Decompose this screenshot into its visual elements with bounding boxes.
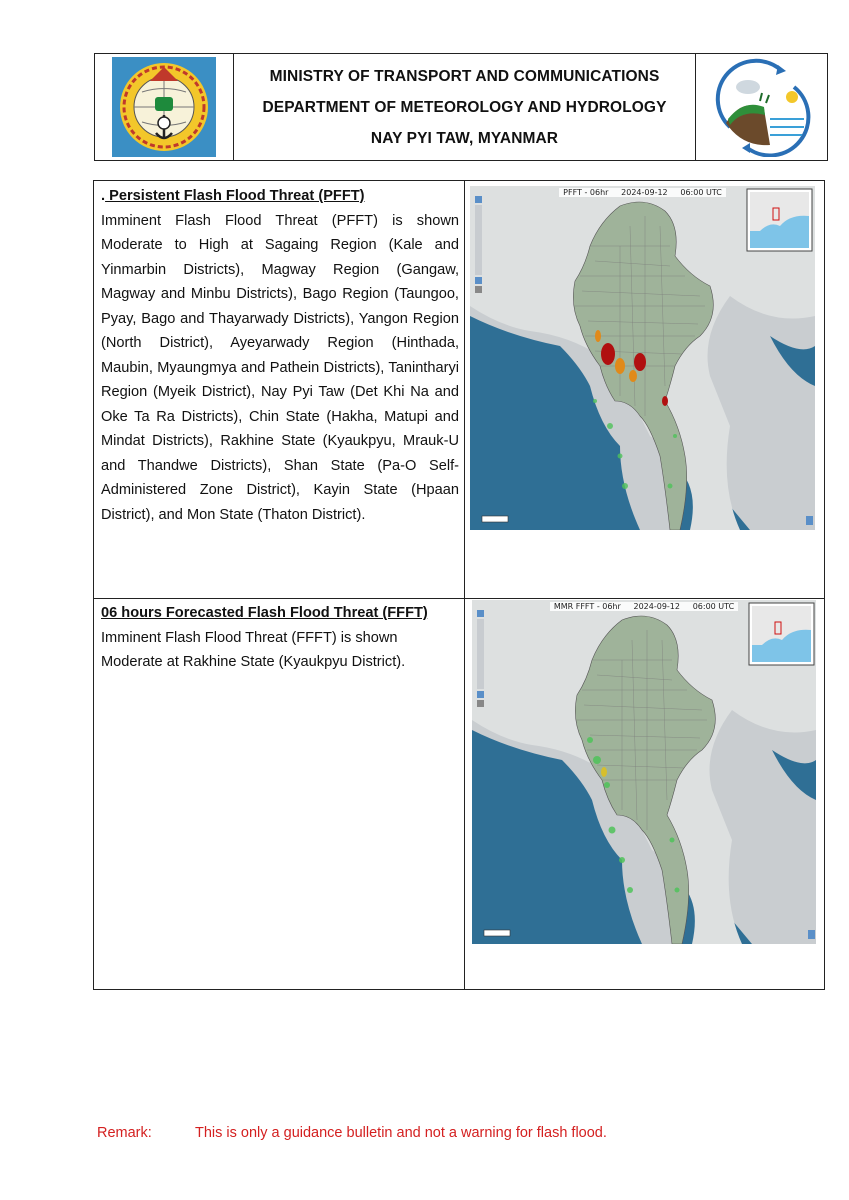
ministry-logo (95, 54, 234, 160)
bulletin-header (94, 53, 828, 161)
ffft-section (101, 601, 459, 675)
bulletin-table (93, 180, 825, 990)
header-line-ministry: MINISTRY OF TRANSPORT AND COMMUNICATIONS (269, 67, 660, 85)
header-line-location: NAY PYI TAW, MYANMAR (370, 129, 559, 147)
department-logo (695, 54, 827, 160)
ffft-map-title: MMR FFFT - 06hr 2024-09-12 06:00 UTC (472, 602, 816, 611)
remark-label: Remark: (97, 1125, 152, 1141)
ministry-emblem-icon (112, 57, 216, 157)
row-divider (94, 598, 824, 599)
pfft-title: Persistent Flash Flood Threat (PFFT) (105, 188, 365, 204)
ffft-description: Imminent Flash Flood Threat (FFFT) is shown Moderate at Rakhine State (Kyaukpyu District). (101, 629, 406, 670)
column-divider (464, 181, 465, 989)
pfft-section (101, 184, 459, 527)
pfft-description: Imminent Flash Flood Threat (PFFT) is shown Moderate to High at Sagaing Region (Kale and Yinmarbin Districts), Magway Region (Gangaw, Magway and Minbu Districts), Bago Region (Taungoo, Pyay, Bago and Thayarwady Districts), Yangon Region (North District), Ayeyarwady Region (Hinthada, Maubin, Myaungmya and Pathein Districts), Tanintharyi Region (Myeik District), Nay Pyi Taw (Det Khi Na and Oke Ta Ra Districts), Chin State (Hakha, Matupi and Mindat Districts), Rakhine State (Kyaukpyu, Mrauk-U and Thandwe Districts), Shan State (Pa-O Self-Administered Zone District), Kayin State (Hpaan District), and Mon State (Thaton District). (101, 212, 459, 523)
remark-line (97, 1125, 607, 1141)
header-line-department: DEPARTMENT OF METEOROLOGY AND HYDROLOGY (262, 98, 667, 116)
header-title-block (234, 54, 695, 160)
pfft-map-title: PFFT - 06hr 2024-09-12 06:00 UTC (470, 188, 815, 197)
pfft-map (470, 186, 815, 530)
ffft-map (472, 600, 816, 944)
pfft-title-prefix: . (101, 188, 106, 204)
remark-text: This is only a guidance bulletin and not a warning for flash flood. (195, 1125, 607, 1141)
ffft-title: 06 hours Forecasted Flash Flood Threat (FFFT) (101, 605, 428, 621)
hydrology-cycle-icon (712, 57, 812, 157)
